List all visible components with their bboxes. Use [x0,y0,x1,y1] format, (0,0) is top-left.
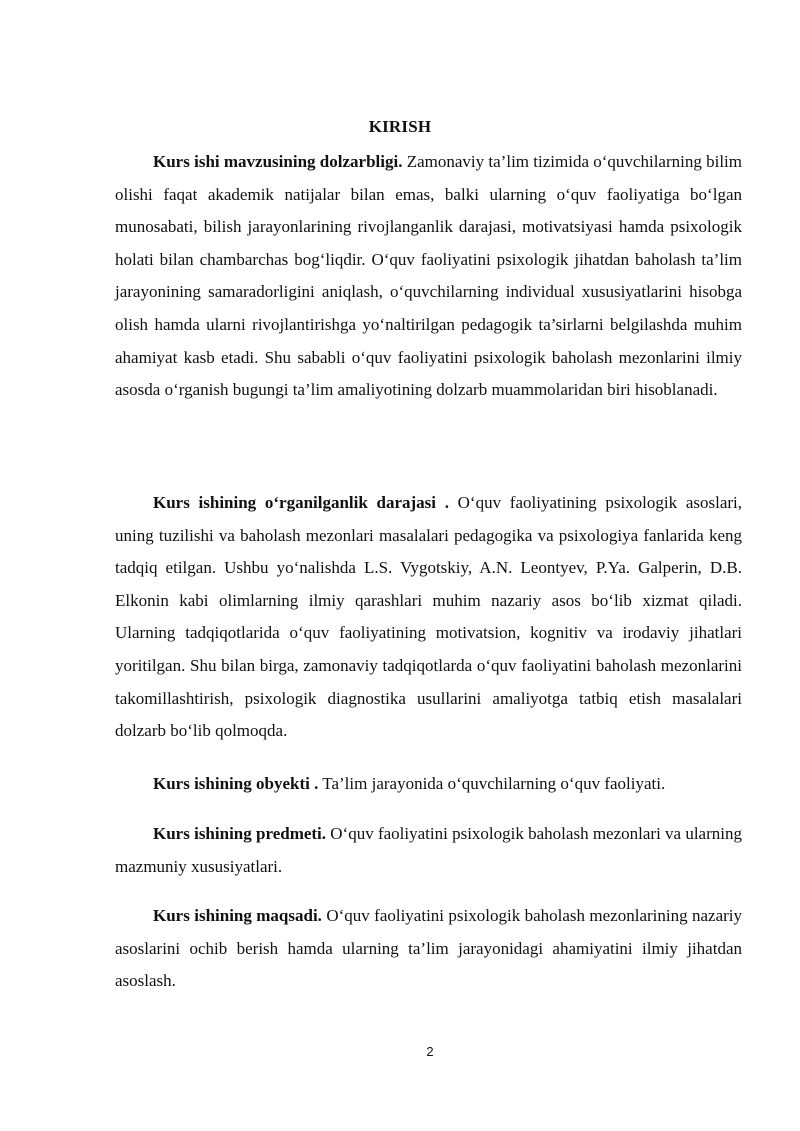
paragraph-study-level [115,487,742,748]
paragraph-text: Zamonaviy ta’lim tizimida o‘quvchilarning bilim olishi faqat akademik natijalar bilan emas, balki ularning o‘quv faoliyatiga bo‘lgan munosabati, bilish jarayonlarining rivojlanganlik darajasi, motivatsiyasi hamda psixologik holati bilan chambarchas bog‘liqdir. O‘quv faoliyatini psixologik jihatdan baholash ta’lim jarayonining samaradorligini aniqlash, o‘quvchilarning individual xususiyatlarini hisobga olish hamda ularni rivojlantirishga yo‘naltirilgan pedagogik ta’sirlarni belgilashda muhim ahamiyat kasb etadi. Shu sababli o‘quv faoliyatini psixologik baholash mezonlarini ilmiy asosda o‘rganish bugungi ta’lim amaliyotining dolzarb muammolaridan biri hisoblanadi. [115,152,743,400]
paragraph-lead: Kurs ishining obyekti . [153,774,319,793]
paragraph-lead: Kurs ishining maqsadi. [153,906,322,925]
paragraph-object [115,768,742,801]
paragraph-text: Ta’lim jarayonida o‘quvchilarning o‘quv faoliyati. [318,774,666,793]
page-number: 2 [426,1044,434,1059]
paragraph-goal [115,900,742,998]
paragraph-lead: Kurs ishining o‘rganilganlik darajasi . [153,493,449,512]
paragraph-lead: Kurs ishi mavzusining dolzarbligi. [153,152,403,171]
section-heading: KIRISH [368,117,432,136]
paragraph-lead: Kurs ishining predmeti. [153,824,327,843]
paragraph-text: O‘quv faoliyatini psixologik baholash mezonlari va ularning mazmuniy xususiyatlari. [115,824,742,876]
paragraph-text: O‘quv faoliyatining psixologik asoslari, uning tuzilishi va baholash mezonlari masalalari pedagogika va psixologiya fanlarida keng tadqiq etilgan. Ushbu yo‘nalishda L.S. Vygotskiy, A.N. Leontyev, P.Ya. Galperin, D.B. Elkonin kabi olimlarning ilmiy qarashlari muhim nazariy asos bo‘lib xizmat qiladi. Ularning tadqiqotlarida o‘quv faoliyatining motivatsion, kognitiv va irodaviy jihatlari yoritilgan. Shu bilan birga, zamonaviy tadqiqotlarda o‘quv faoliyatini baholash mezonlarini takomillashtirish, psixologik diagnostika usullarini amaliyotga tatbiq etish masalalari dolzarb bo‘lib qolmoqda. [115,493,742,741]
paragraph-relevance [115,146,742,407]
paragraph-text: O‘quv faoliyatini psixologik baholash mezonlarining nazariy asoslarini ochib berish hamda ularning ta’lim jarayonidagi ahamiyatini ilmiy jihatdan asoslash. [115,906,743,991]
paragraph-subject [115,818,742,883]
